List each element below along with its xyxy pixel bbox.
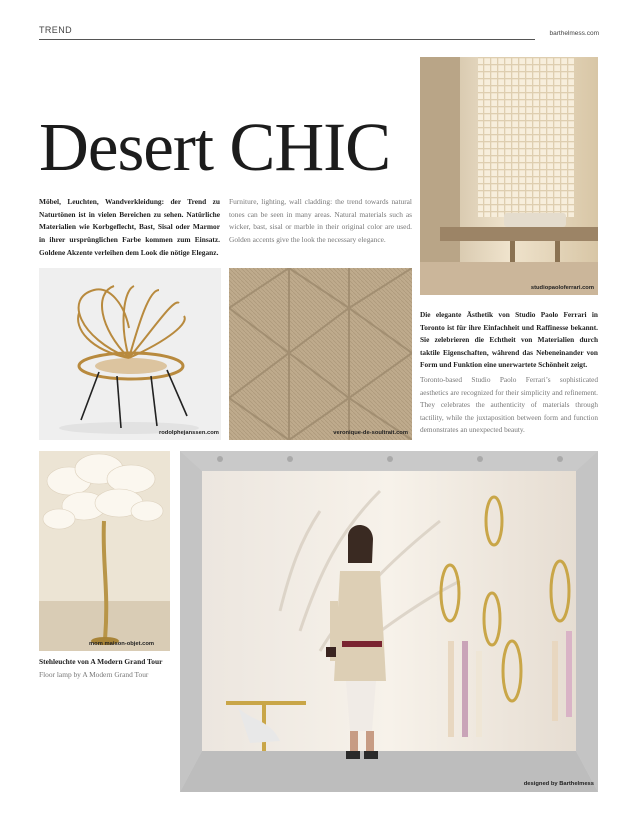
feather-lamp-photo <box>39 451 170 651</box>
lamp-photo-credit <box>89 641 154 647</box>
wall-photo-credit: veronique-de-soultrait.com <box>333 430 408 436</box>
lamp-credit-domain: maison-objet.com <box>104 641 155 647</box>
feather-lamp-illustration <box>39 451 170 651</box>
shop-window-photo <box>180 451 598 792</box>
chair-photo-credit: rodolphejanssen.com <box>159 430 219 436</box>
ferrari-text-de: Die elegante Ästhetik von Studio Paolo Ferrari in Toronto ist für ihre Einfachheit und Raffinesse bekannt. Sie zelebrieren die Echtheit von Materialien durch taktile Eigenschaften, während das Nebeneinander von Form und Funktion eine unerwartete Schönheit zeigt. <box>420 310 598 369</box>
rattan-chair-illustration <box>39 268 221 440</box>
site-url[interactable]: barthelmess.com <box>549 30 599 37</box>
ferrari-interior-photo <box>420 57 598 295</box>
lamp-caption-en: Floor lamp by A Modern Grand Tour <box>39 670 149 679</box>
intro-text-de: Möbel, Leuchten, Wandverkleidung: der Trend zu Naturtönen ist in vielen Bereichen zu sehen. Natürliche Materialien wie Korbgeflecht, Bast, Sisal oder Marmor in ihrer ursprünglichen Farbe kommen zum Einsatz. Goldene Akzente verleihen dem Look die nötige Eleganz. <box>39 197 220 257</box>
ferrari-photo-credit: studiopaoloferrari.com <box>530 285 594 291</box>
window-photo-credit: designed by Barthelmess <box>523 781 594 787</box>
intro-text-en: Furniture, lighting, wall cladding: the trend towards natural tones can be seen in many areas. Natural materials such as wicker, bast, sisal or marble in their original color are used. Golden accents give the look the necessary elegance. <box>229 197 412 245</box>
page-title: Desert CHIC <box>39 109 391 185</box>
ferrari-text-en: Toronto-based Studio Paolo Ferrari’s sophisticated aesthetics are recognized for their simplicity and refinement. They celebrates the authenticity of materials through tactility, while the juxtaposition between form and function demonstrates an unexpected beauty. <box>420 375 598 434</box>
ferrari-interior-illustration <box>420 57 598 295</box>
sisal-wall-photo <box>229 268 412 440</box>
lamp-caption-de: Stehleuchte von A Modern Grand Tour <box>39 657 163 666</box>
rattan-chair-photo <box>39 268 221 440</box>
section-label: TREND <box>39 25 72 35</box>
shop-window-illustration <box>180 451 598 792</box>
header-divider <box>39 39 535 40</box>
lamp-credit-prefix: mom <box>89 641 103 647</box>
sisal-wall-illustration <box>229 268 412 440</box>
